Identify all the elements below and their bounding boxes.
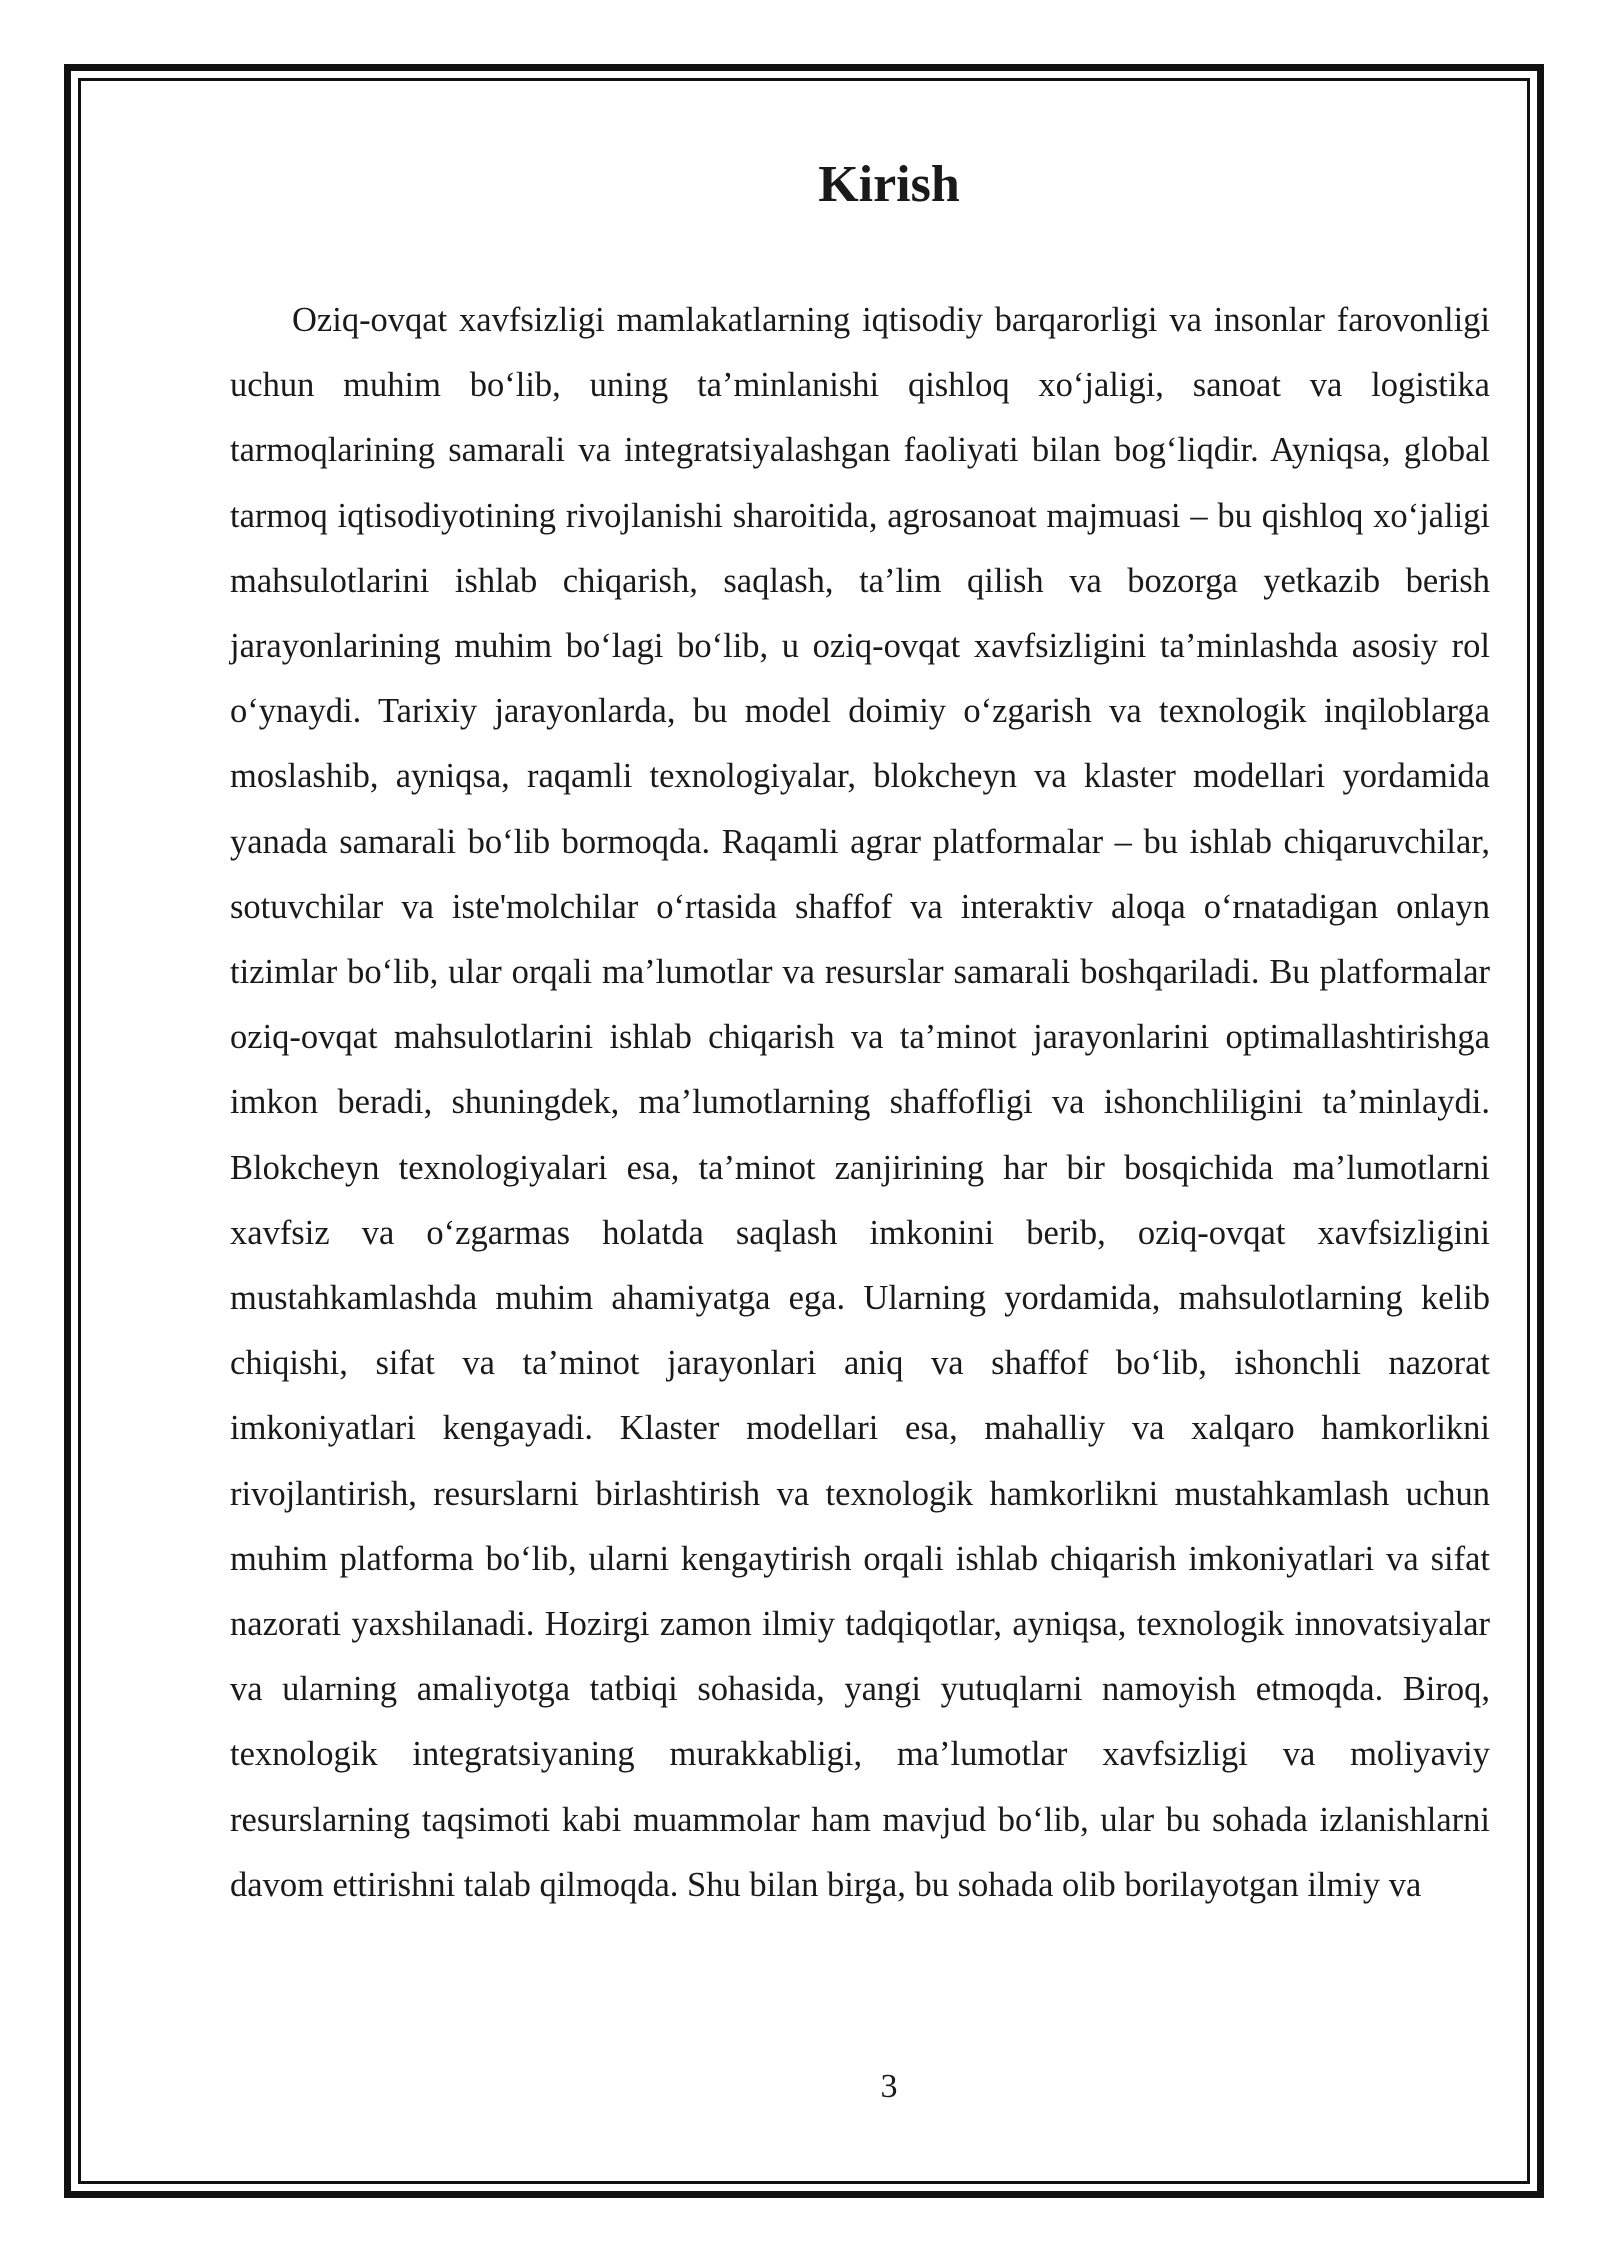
page-number: 3 [880,2068,898,2105]
page-title: Kirish [818,156,960,213]
body-paragraph: Oziq-ovqat xavfsizligi mamlakatlarning iqtisodiy barqarorligi va insonlar farovonligi uchun muhim bo‘lib, uning ta’minlanishi qishloq xo‘jaligi, sanoat va logistika tarmoqlarining samarali va integratsiyalashgan faoliyati bilan bog‘liqdir. Ayniqsa, global tarmoq iqtisodiyotining rivojlanishi sharoitida, agrosanoat majmuasi – bu qishloq xo‘jaligi mahsulotlarini ishlab chiqarish, saqlash, ta’lim qilish va bozorga yetkazib berish jarayonlarining muhim bo‘lagi bo‘lib, u oziq-ovqat xavfsizligini ta’minlashda asosiy rol o‘ynaydi. Tarixiy jarayonlarda, bu model doimiy o‘zgarish va texnologik inqiloblarga moslashib, ayniqsa, raqamli texnologiyalar, blokcheyn va klaster modellari yordamida yanada samarali bo‘lib bormoqda. Raqamli agrar platformalar – bu ishlab chiqaruvchilar, sotuvchilar va iste'molchilar o‘rtasida shaffof va interaktiv aloqa o‘rnatadigan onlayn tizimlar bo‘lib, ular orqali ma’lumotlar va resurslar samarali boshqariladi. Bu platformalar oziq-ovqat mahsulotlarini ishlab chiqarish va ta’minot jarayonlarini optimallashtirishga imkon beradi, shuningdek, ma’lumotlarning shaffofligi va ishonchliligini ta’minlaydi. Blokcheyn texnologiyalari esa, ta’minot zanjirining har bir bosqichida ma’lumotlarni xavfsiz va o‘zgarmas holatda saqlash imkonini berib, oziq-ovqat xavfsizligini mustahkamlashda muhim ahamiyatga ega. Ularning yordamida, mahsulotlarning kelib chiqishi, sifat va ta’minot jarayonlari aniq va shaffof bo‘lib, ishonchli nazorat imkoniyatlari kengayadi. Klaster modellari esa, mahalliy va xalqaro hamkorlikni rivojlantirish, resurslarni birlashtirish va texnologik hamkorlikni mustahkamlash uchun muhim platforma bo‘lib, ularni kengaytirish orqali ishlab chiqarish imkoniyatlari va sifat nazorati yaxshilanadi. Hozirgi zamon ilmiy tadqiqotlar, ayniqsa, texnologik innovatsiyalar va ularning amaliyotga tatbiqi sohasida, yangi yutuqlarni namoyish etmoqda. Biroq, texnologik integratsiyaning murakkabligi, ma’lumotlar xavfsizligi va moliyaviy resurslarning taqsimoti kabi muammolar ham mavjud bo‘lib, ular bu sohada izlanishlarni davom ettirishni talab qilmoqda. Shu bilan birga, bu sohada olib borilayotgan ilmiy va [230,301,1490,1904]
